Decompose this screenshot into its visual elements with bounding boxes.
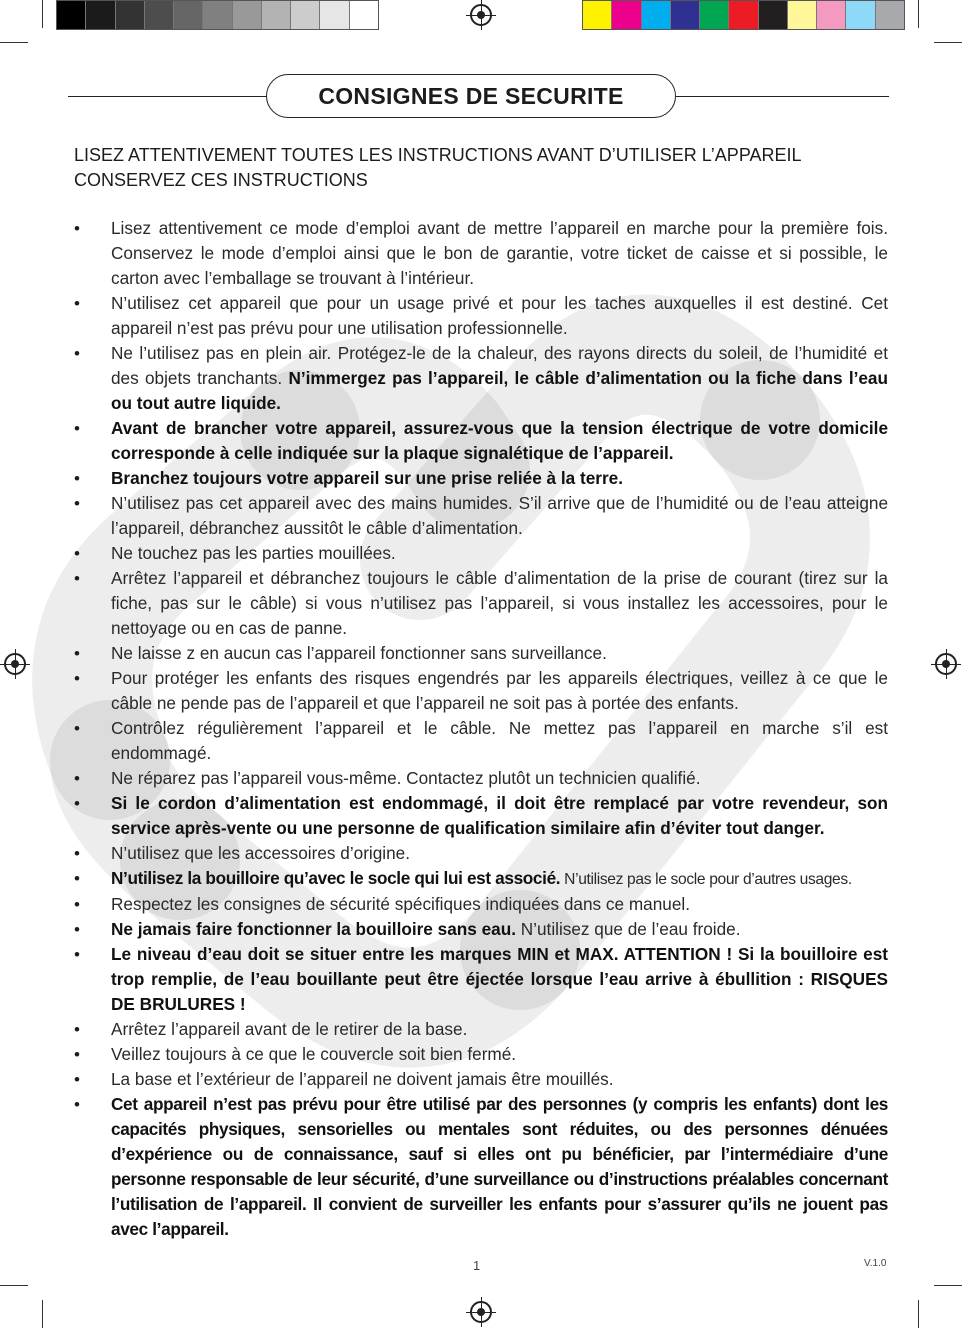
safety-rule-item (74, 892, 888, 917)
crop-mark (0, 1285, 28, 1286)
bullet-icon: • (74, 544, 80, 563)
bullet-icon: • (74, 294, 80, 313)
bullet-icon: • (74, 920, 80, 939)
swatch (203, 1, 232, 29)
registration-mark-icon (935, 653, 957, 675)
intro-block (74, 143, 894, 193)
swatch (174, 1, 203, 29)
safety-rule-item (74, 791, 888, 841)
bullet-icon: • (74, 769, 80, 788)
bullet-icon: • (74, 844, 80, 863)
safety-rule-item (74, 1042, 888, 1067)
intro-line-1: LISEZ ATTENTIVEMENT TOUTES LES INSTRUCTIONS AVANT D’UTILISER L’APPAREIL (74, 145, 802, 165)
safety-rule-item (74, 917, 888, 942)
safety-rule-item (74, 466, 888, 491)
swatch (671, 1, 700, 29)
grayscale-calibration-bar (56, 0, 379, 30)
rule-text-bold: Si le cordon d’alimentation est endommagé, il doit être remplacé par votre revendeur, son service après-vente ou une personne de qualification similaire afin d’éviter tout danger. (111, 793, 888, 838)
title-box (266, 74, 676, 118)
safety-rule-item (74, 641, 888, 666)
rule-text: Arrêtez l’appareil avant de le retirer de la base. (111, 1019, 468, 1039)
registration-mark-icon (470, 4, 492, 26)
rule-text: Veillez toujours à ce que le couvercle soit bien fermé. (111, 1044, 517, 1064)
rule-text: Ne l’utilisez pas en plein air. Protégez-le de la chaleur, des rayons directs du soleil, de l’humidité et des objets tranchants. (111, 343, 888, 388)
safety-rule-item (74, 341, 888, 416)
rule-text-bold: Le niveau d’eau doit se situer entre les marques MIN et MAX. ATTENTION ! Si la bouilloire est trop remplie, de l’eau bouillante peut être éjectée lorsque l’eau arrive à ébullition : RISQUES DE BRULURES ! (111, 944, 888, 1014)
swatch (291, 1, 320, 29)
registration-mark-icon (4, 653, 26, 675)
rule-text-bold: Cet appareil n’est pas prévu pour être utilisé par des personnes (y compris les enfants) dont les capacités physiques, sensorielles ou mentales sont réduites, ou des personnes dénuées d’expérience ou de connaissance, sauf si elles ont pu bénéficier, par l’intermédiaire d’une personne responsable de leur sécurité, d’une surveillance ou d’instructions préalables concernant l’utilisation de l’appareil. Il convient de surveiller les enfants pour s’assurer qu’ils ne jouent pas avec l’appareil. (111, 1094, 888, 1239)
swatch (145, 1, 174, 29)
crop-mark (918, 1300, 919, 1328)
swatch (876, 1, 904, 29)
swatch (86, 1, 115, 29)
bullet-icon: • (74, 1070, 80, 1089)
crop-mark (42, 1300, 43, 1328)
rule-text: N’utilisez pas le socle pour d’autres usages. (560, 871, 852, 888)
swatch (612, 1, 641, 29)
safety-rule-item (74, 716, 888, 766)
color-calibration-bar (582, 0, 905, 30)
safety-rule-item (74, 541, 888, 566)
swatch (116, 1, 145, 29)
bullet-icon: • (74, 419, 80, 438)
crop-mark (0, 42, 28, 43)
rule-text-bold: Avant de brancher votre appareil, assurez-vous que la tension électrique de votre domicile corresponde à celle indiquée sur la plaque signalétique de l’appareil. (111, 418, 888, 463)
swatch (320, 1, 349, 29)
safety-rule-item (74, 1067, 888, 1092)
safety-rule-item (74, 416, 888, 466)
bullet-icon: • (74, 869, 80, 888)
safety-rule-item (74, 216, 888, 291)
bullet-icon: • (74, 945, 80, 964)
safety-rule-item (74, 491, 888, 541)
swatch (729, 1, 758, 29)
page-title: CONSIGNES DE SECURITE (318, 82, 624, 109)
safety-rule-item (74, 666, 888, 716)
bullet-icon: • (74, 644, 80, 663)
swatch (57, 1, 86, 29)
safety-rule-item (74, 766, 888, 791)
safety-rule-item (74, 1092, 888, 1242)
swatch (788, 1, 817, 29)
version-label: V.1.0 (864, 1258, 887, 1269)
rule-text: Ne touchez pas les parties mouillées. (111, 543, 396, 563)
crop-mark (918, 0, 919, 28)
crop-mark (934, 1285, 962, 1286)
crop-mark (42, 0, 43, 28)
rule-text: N’utilisez cet appareil que pour un usage privé et pour les taches auxquelles il est destiné. Cet appareil n’est pas prévu pour une utilisation professionnelle. (111, 293, 888, 338)
safety-rule-item (74, 942, 888, 1017)
swatch (233, 1, 262, 29)
rule-text: Ne réparez pas l’appareil vous-même. Contactez plutôt un technicien qualifié. (111, 768, 701, 788)
safety-rule-item (74, 291, 888, 341)
rule-text: Ne laisse z en aucun cas l’appareil fonctionner sans surveillance. (111, 643, 607, 663)
swatch (759, 1, 788, 29)
rule-text: Arrêtez l’appareil et débranchez toujours le câble d’alimentation de la prise de courant (tirez sur la fiche, pas sur le câble) si vous n’utilisez pas l’appareil, si vous installez les accessoires, pour le nettoyage ou en cas de panne. (111, 568, 888, 638)
registration-mark-icon (470, 1301, 492, 1323)
rule-text: N’utilisez que les accessoires d’origine. (111, 843, 411, 863)
bullet-icon: • (74, 494, 80, 513)
rule-text-bold: Ne jamais faire fonctionner la bouilloire sans eau. (111, 919, 516, 939)
swatch (700, 1, 729, 29)
bullet-icon: • (74, 344, 80, 363)
bullet-icon: • (74, 1045, 80, 1064)
rule-text: Respectez les consignes de sécurité spécifiques indiquées dans ce manuel. (111, 894, 690, 914)
intro-line-2: CONSERVEZ CES INSTRUCTIONS (74, 170, 368, 190)
bullet-icon: • (74, 569, 80, 588)
swatch (642, 1, 671, 29)
rule-text-bold: N’immergez pas l’appareil, le câble d’alimentation ou la fiche dans l’eau ou tout autre liquide. (111, 368, 888, 413)
bullet-icon: • (74, 895, 80, 914)
bullet-icon: • (74, 219, 80, 238)
title-rule-right (676, 96, 889, 97)
page-number: 1 (473, 1258, 481, 1273)
swatch (262, 1, 291, 29)
safety-rule-item (74, 841, 888, 866)
rule-text-bold: N’utilisez la bouilloire qu’avec le socle qui lui est associé. (111, 868, 561, 888)
swatch (350, 1, 378, 29)
safety-rule-item (74, 866, 888, 892)
rule-text: La base et l’extérieur de l’appareil ne doivent jamais être mouillés. (111, 1069, 614, 1089)
swatch (583, 1, 612, 29)
bullet-icon: • (74, 719, 80, 738)
safety-rule-item (74, 566, 888, 641)
bullet-icon: • (74, 1020, 80, 1039)
swatch (817, 1, 846, 29)
bullet-icon: • (74, 669, 80, 688)
rule-text: Contrôlez régulièrement l’appareil et le câble. Ne mettez pas l’appareil en marche s’il est endommagé. (111, 718, 888, 763)
rule-text: Lisez attentivement ce mode d’emploi avant de mettre l’appareil en marche pour la première fois. Conservez le mode d’emploi ainsi que le bon de garantie, votre ticket de caisse et si possible, le carton avec l’emballage se trouvant à l’intérieur. (111, 218, 888, 288)
rule-text: N’utilisez pas cet appareil avec des mains humides. S’il arrive que de l’humidité ou de l’eau atteigne l’appareil, débranchez aussitôt le câble d’alimentation. (111, 493, 888, 538)
bullet-icon: • (74, 794, 80, 813)
swatch (846, 1, 875, 29)
rule-text: Pour protéger les enfants des risques engendrés par les appareils électriques, veillez à ce que le câble ne pende pas de l’appareil et que l’appareil ne soit pas à portée des enfants. (111, 668, 888, 713)
safety-rule-item (74, 1017, 888, 1042)
rule-text-bold: Branchez toujours votre appareil sur une prise reliée à la terre. (111, 468, 623, 488)
bullet-icon: • (74, 1095, 80, 1114)
crop-mark (934, 42, 962, 43)
rule-text: N’utilisez que de l’eau froide. (515, 919, 741, 939)
safety-rules-list (74, 216, 888, 1242)
title-rule-left (68, 96, 268, 97)
bullet-icon: • (74, 469, 80, 488)
